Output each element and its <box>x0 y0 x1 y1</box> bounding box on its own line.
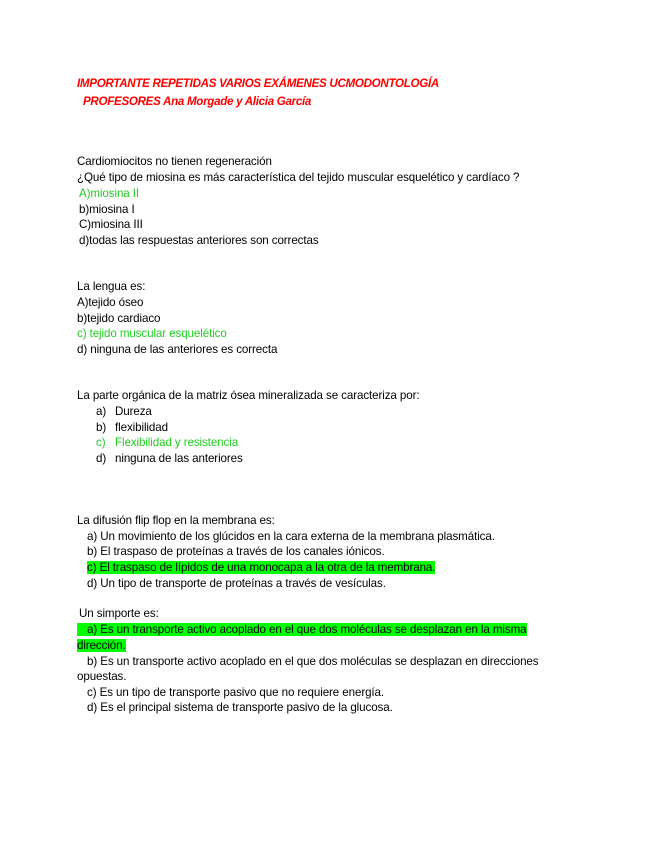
q1-question: ¿Qué tipo de miosina es más característica del tejido muscular esquelético y cardíaco ? <box>77 171 520 184</box>
q4-option-b: b) El traspaso de proteínas a través de los canales iónicos. <box>87 545 385 558</box>
q1-option-b: b)miosina I <box>79 203 135 216</box>
q5-option-a-highlight-1: a) Es un transporte activo acoplado en el que dos moléculas se desplazan en la misma <box>77 623 527 636</box>
q5-option-c: c) Es un tipo de transporte pasivo que no requiere energía. <box>87 686 385 699</box>
q3-option-d: ninguna de las anteriores <box>115 452 243 465</box>
q5-option-d: d) Es el principal sistema de transporte pasivo de la glucosa. <box>87 701 393 714</box>
q3-option-a: Dureza <box>115 405 152 418</box>
q5-option-a-line-1 <box>77 622 527 637</box>
q4-option-c-highlight: c) El traspaso de lípidos de una monocapa a la otra de la membrana. <box>87 561 436 574</box>
q4-option-a: a) Un movimiento de los glúcidos en la cara externa de la membrana plasmática. <box>87 530 495 543</box>
q5-option-b-line-2: opuestas. <box>77 670 127 683</box>
q1-option-d: d)todas las respuestas anteriores son correctas <box>79 234 319 247</box>
q4-option-d: d) Un tipo de transporte de proteínas a través de vesículas. <box>87 577 386 590</box>
header-line-1: IMPORTANTE REPETIDAS VARIOS EXÁMENES UCMODONTOLOGÍA <box>77 77 439 90</box>
q3-question: La parte orgánica de la matriz ósea mineralizada se caracteriza por: <box>77 389 420 402</box>
q2-option-d: d) ninguna de las anteriores es correcta <box>77 343 278 356</box>
q2-option-b: b)tejido cardiaco <box>77 312 161 325</box>
q5-option-a-highlight-2: dirección. <box>77 639 126 652</box>
header-line-2: PROFESORES Ana Morgade y Alicia García <box>83 95 312 108</box>
q5-option-a-line-2 <box>77 638 126 653</box>
q1-intro: Cardiomiocitos no tienen regeneración <box>77 155 272 168</box>
q4-option-c <box>87 560 435 575</box>
q3-letter-c: c) <box>96 436 106 449</box>
q3-letter-d: d) <box>96 452 107 465</box>
q3-letter-a: a) <box>96 405 107 418</box>
q1-option-a: A)miosina II <box>79 187 140 200</box>
q2-question: La lengua es: <box>77 280 146 293</box>
q2-option-a: A)tejido óseo <box>77 296 144 309</box>
q3-letter-b: b) <box>96 421 107 434</box>
q5-question: Un simporte es: <box>79 607 159 620</box>
q1-option-c: C)miosina III <box>79 218 143 231</box>
q5-option-b-line-1: b) Es un transporte activo acoplado en el que dos moléculas se desplazan en direcciones <box>87 655 539 668</box>
q2-option-c: c) tejido muscular esquelético <box>77 327 227 340</box>
q3-option-b: flexibilidad <box>115 421 168 434</box>
q4-question: La difusión flip flop en la membrana es: <box>77 514 275 527</box>
q3-option-c: Flexibilidad y resistencia <box>115 436 239 449</box>
